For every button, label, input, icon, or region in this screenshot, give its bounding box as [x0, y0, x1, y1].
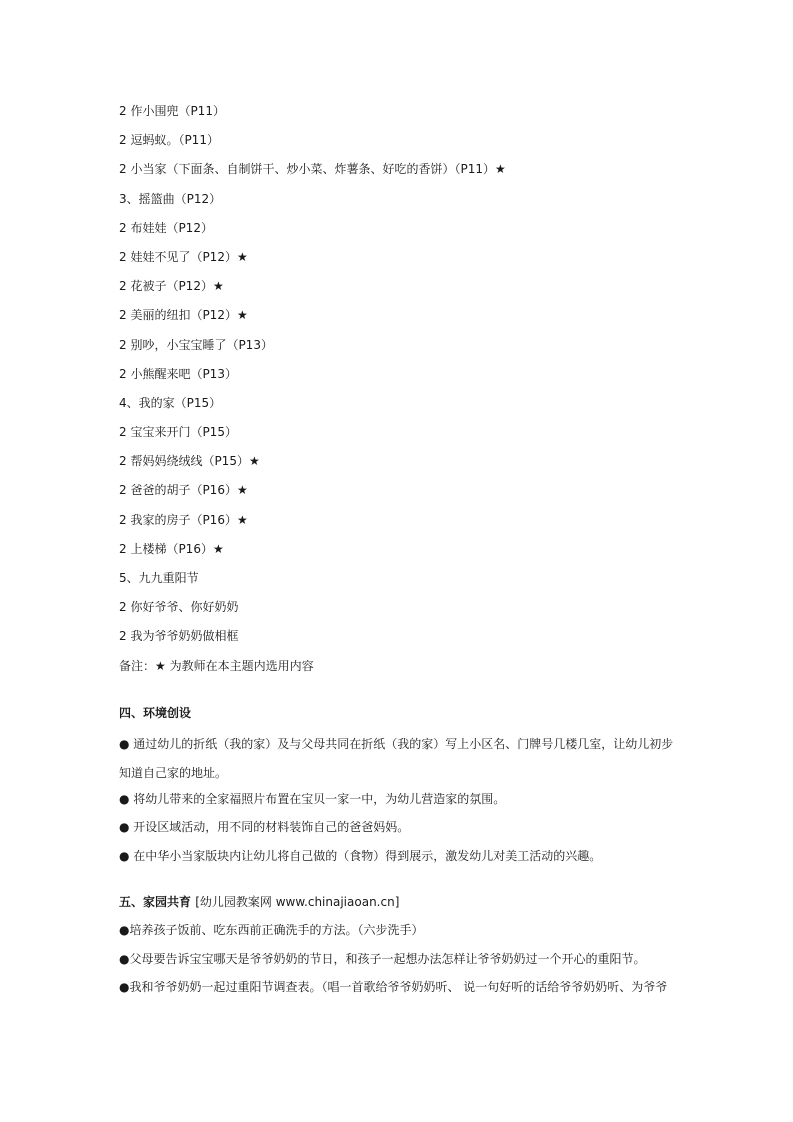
list-item: 2 上楼梯（P16）★ [119, 541, 224, 556]
list-item: 2 爸爸的胡子（P16）★ [119, 483, 248, 498]
list-item: 2 娃娃不见了（P12）★ [119, 249, 248, 264]
list-item: 2 小熊醒来吧（P13） [119, 366, 237, 381]
section-4-title: 四、环境创设 [119, 705, 192, 720]
list-item: 3、摇篮曲（P12） [119, 191, 222, 206]
list-item: 2 美丽的纽扣（P12）★ [119, 308, 248, 323]
list-item: 2 别吵，小宝宝睡了（P13） [119, 337, 273, 352]
activity-list [119, 100, 679, 684]
list-item: 2 宝宝来开门（P15） [119, 425, 237, 440]
list-item: 2 你好爷爷、你好奶奶 [119, 600, 239, 615]
section-5-bullet: ●父母要告诉宝宝哪天是爷爷奶奶的节日，和孩子一起想办法怎样让爷爷奶奶过一个开心的重阳节。 [119, 951, 646, 966]
list-item: 2 花被子（P12）★ [119, 279, 224, 294]
list-item: 2 作小围兜（P11） [119, 104, 225, 118]
list-item: 2 逗蚂蚁。（P11） [119, 133, 219, 148]
section-5-heading [119, 891, 679, 919]
list-item: 5、九九重阳节 [119, 571, 199, 585]
section-5-bullet: ●培养孩子饭前、吃东西前正确洗手的方法。（六步洗手） [119, 923, 424, 938]
list-item: 2 小当家（下面条、自制饼干、炒小菜、炸薯条、好吃的香饼）（P11）★ [119, 162, 506, 177]
list-item: 2 我为爷爷奶奶做相框 [119, 629, 239, 644]
list-item: 2 帮妈妈绕绒线（P15）★ [119, 454, 260, 469]
section-4-bullet: ● 通过幼儿的折纸（我的家）及与父母共同在折纸（我的家）写上小区名、门牌号几楼几室，让幼儿初步知道自己家的地址。 [119, 736, 674, 780]
section-4-bullet: ● 开设区域活动，用不同的材料装饰自己的爸爸妈妈。 [119, 820, 410, 835]
note-line: 备注：★ 为教师在本主题内选用内容 [119, 658, 314, 673]
section-5-title: 五、家园共育 [119, 895, 192, 910]
source-link[interactable]: [幼儿园教案网 www.chinajiaoan.cn] [195, 895, 400, 910]
list-item: 4、我的家（P15） [119, 395, 222, 410]
document-page [119, 100, 679, 1005]
section-5-bullet: ●我和爷爷奶奶一起过重阳节调查表。（唱一首歌给爷爷奶奶听、 说一句好听的话给爷爷奶奶听、为爷爷 [119, 980, 668, 995]
list-item: 2 布娃娃（P12） [119, 220, 213, 235]
section-4-bullet: ● 在中华小当家版块内让幼儿将自己做的（食物）得到展示，激发幼儿对美工活动的兴趣。 [119, 848, 602, 863]
list-item: 2 我家的房子（P16）★ [119, 512, 248, 527]
section-4-bullet: ● 将幼儿带来的全家福照片布置在宝贝一家一中，为幼儿营造家的氛围。 [119, 791, 506, 806]
